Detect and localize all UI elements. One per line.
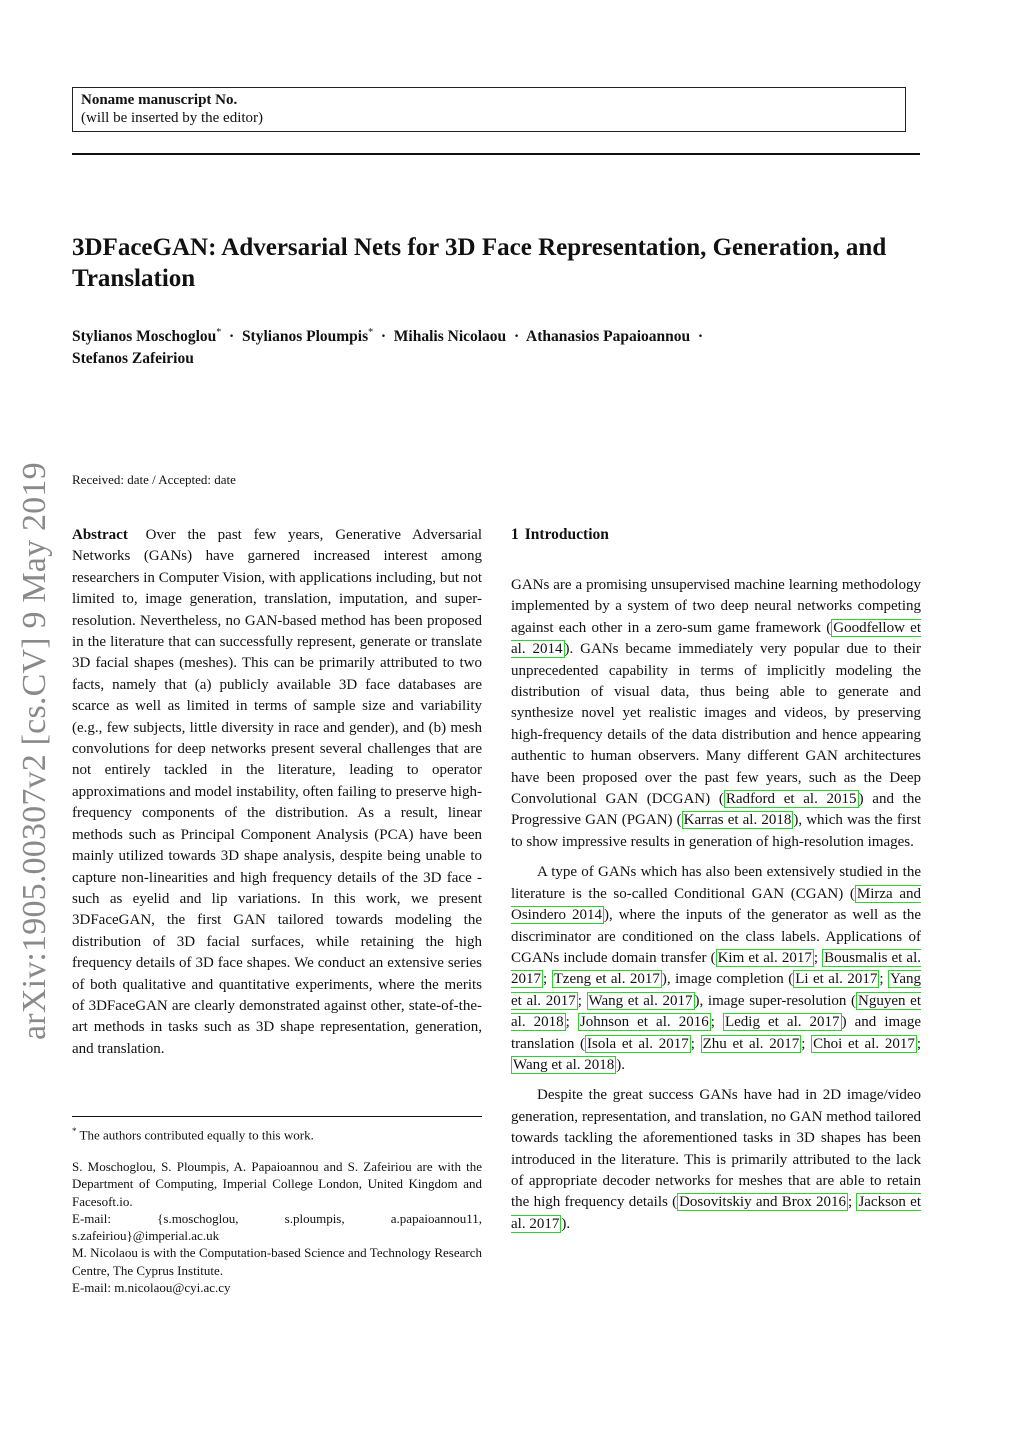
intro-text: Despite the great success GANs have had in 2D image/video generation, representation, and translation, no GAN method tailored towards tackling the aforementioned tasks in 3D shapes has been introduced in the literature. This is primarily attributed to the lack of appropriate decoder networks for meshes that are able to retain the high frequency details ( bbox=[511, 1087, 921, 1211]
citation-link[interactable]: Mirza and Osindero 2014 bbox=[511, 885, 922, 924]
introduction-body bbox=[511, 575, 921, 1244]
author-separator: · bbox=[221, 328, 242, 346]
intro-text: ; bbox=[690, 1035, 701, 1052]
intro-text: ; bbox=[801, 1035, 812, 1052]
affiliation-line: M. Nicolaou is with the Computation-based Science and Technology Research Centre, The Cyprus Institute. bbox=[72, 1245, 482, 1278]
affiliations bbox=[72, 1158, 482, 1296]
abstract-heading: Abstract bbox=[72, 527, 128, 543]
footnote-mark: * bbox=[72, 1126, 77, 1136]
author-equal-contribution-mark: * bbox=[216, 327, 222, 338]
author-separator: · bbox=[690, 328, 707, 346]
footnote bbox=[72, 1123, 482, 1143]
section-number: 1 bbox=[511, 526, 519, 543]
citation-link[interactable]: Wang et al. 2017 bbox=[588, 992, 693, 1009]
intro-text: ; bbox=[565, 1014, 578, 1031]
intro-text: ; bbox=[879, 971, 888, 988]
intro-paragraph bbox=[511, 1085, 921, 1235]
intro-text: ). bbox=[561, 1215, 571, 1232]
header-rule bbox=[72, 153, 920, 155]
author-name: Stylianos Moschoglou bbox=[72, 328, 217, 346]
intro-text: ; bbox=[543, 971, 552, 988]
citation-link[interactable]: Karras et al. 2018 bbox=[683, 812, 792, 829]
citation-link[interactable]: Isola et al. 2017 bbox=[587, 1035, 689, 1052]
author-list bbox=[72, 322, 712, 370]
manuscript-note: (will be inserted by the editor) bbox=[81, 110, 264, 126]
manuscript-header-box bbox=[72, 87, 906, 132]
intro-text: ; bbox=[848, 1194, 857, 1211]
intro-text: ), image super-resolution ( bbox=[694, 992, 857, 1009]
citation-link[interactable]: Dosovitskiy and Brox 2016 bbox=[679, 1194, 847, 1211]
author-name: Stylianos Ploumpis bbox=[241, 328, 369, 346]
affiliation-line: S. Moschoglou, S. Ploumpis, A. Papaioannou and S. Zafeiriou are with the Department of Computing, Imperial College London, United Kingdom and Facesoft.io. bbox=[72, 1159, 482, 1209]
intro-text: ; bbox=[710, 1014, 723, 1031]
intro-text: ) and image translation ( bbox=[511, 1014, 922, 1052]
citation-link[interactable]: Li et al. 2017 bbox=[795, 971, 878, 988]
footnote-text: The authors contributed equally to this work. bbox=[79, 1127, 314, 1143]
citation-link[interactable]: Jackson et al. 2017 bbox=[511, 1194, 921, 1232]
intro-paragraph bbox=[511, 862, 921, 1076]
author-equal-contribution-mark: * bbox=[368, 327, 374, 338]
intro-text: ; bbox=[577, 992, 587, 1009]
intro-text: ). GANs became immediately very popular due to their unprecedented capability in terms of implicitly modeling the distribution of visual data, thus being able to generate and synthesize novel yet realistic images and videos, by preserving high-frequency details of the data distribution and hence appearing authentic to human observers. Many different GAN architectures have been proposed over the past few years, such as the Deep Convolutional GAN (DCGAN) ( bbox=[511, 641, 921, 808]
intro-text: ), which was the first to show impressive results in generation of high-resolution images. bbox=[511, 812, 921, 850]
citation-link[interactable]: Tzeng et al. 2017 bbox=[553, 971, 660, 988]
intro-text: ) and the Progressive GAN (PGAN) ( bbox=[511, 791, 921, 829]
citation-link[interactable]: Yang et al. 2017 bbox=[511, 971, 921, 1009]
intro-text: GANs are a promising unsupervised machine learning methodology implemented by a system of two deep neural networks competing against each other in a zero-sum game framework ( bbox=[511, 577, 921, 636]
intro-text: ). bbox=[616, 1056, 626, 1073]
citation-link[interactable]: Wang et al. 2018 bbox=[513, 1056, 615, 1073]
citation-link[interactable]: Johnson et al. 2016 bbox=[579, 1014, 709, 1031]
affiliation-email: E-mail: m.nicolaou@cyi.ac.cy bbox=[72, 1280, 231, 1296]
abstract bbox=[72, 525, 482, 1060]
intro-text: ; bbox=[916, 1035, 921, 1052]
intro-text: A type of GANs which has also been extensively studied in the literature is the so-called Conditional GAN (CGAN) ( bbox=[511, 864, 921, 902]
intro-text: ; bbox=[813, 949, 823, 966]
intro-text: ), image completion ( bbox=[661, 971, 794, 988]
citation-link[interactable]: Bousmalis et al. 2017 bbox=[511, 949, 921, 988]
intro-text: ), where the inputs of the generator as well as the discriminator are conditioned on the class labels. Applications of CGANs include domain transfer ( bbox=[511, 907, 921, 966]
citation-link[interactable]: Choi et al. 2017 bbox=[813, 1035, 915, 1052]
citation-link[interactable]: Ledig et al. 2017 bbox=[724, 1014, 840, 1031]
intro-paragraph bbox=[511, 575, 921, 853]
author-name: Stefanos Zafeiriou bbox=[72, 350, 194, 368]
citation-link[interactable]: Zhu et al. 2017 bbox=[702, 1035, 800, 1052]
author-name: Athanasios Papaioannou bbox=[526, 328, 691, 346]
manuscript-title: Noname manuscript No. bbox=[81, 92, 238, 108]
author-separator: · bbox=[506, 328, 527, 346]
citation-link[interactable]: Nguyen et al. 2018 bbox=[511, 992, 921, 1031]
citation-link[interactable]: Kim et al. 2017 bbox=[717, 949, 812, 966]
arxiv-identifier[interactable]: arXiv:1905.00307v2 [cs.CV] 9 May 2019 bbox=[16, 462, 53, 1040]
received-date: Received: date / Accepted: date bbox=[72, 472, 236, 487]
citation-link[interactable]: Radford et al. 2015 bbox=[725, 791, 857, 808]
affiliation-email: E-mail: {s.moschoglou, s.ploumpis, a.papaioannou11, s.zafeiriou}@imperial.ac.uk bbox=[72, 1210, 482, 1244]
citation-link[interactable]: Goodfellow et al. 2014 bbox=[511, 619, 922, 658]
section-heading-introduction bbox=[511, 526, 609, 544]
abstract-text: Over the past few years, Generative Adversarial Networks (GANs) have garnered increased interest among researchers in Computer Vision, with applications including, but not limited to, image generation, translation, imputation, and super-resolution. Nevertheless, no GAN-based method has been proposed in the literature that can successfully represent, generate or translate 3D facial shapes (meshes). This can be primarily attributed to two facts, namely that (a) publicly available 3D face databases are scarce as well as limited in terms of sample size and variability (e.g., few subjects, little diversity in race and gender), and (b) mesh convolutions for deep networks present several challenges that are not entirely tackled in the literature, leading to operator approximations and model instability, often failing to preserve high-frequency components of the distribution. As a result, linear methods such as Principal Component Analysis (PCA) have been mainly utilized towards 3D shape analysis, despite being unable to capture non-linearities and high frequency details of the 3D face - such as eyelid and lip variations. In this work, we present 3DFaceGAN, the first GAN tailored towards modeling the distribution of 3D facial surfaces, while retaining the high frequency details of 3D face shapes. We conduct an extensive series of both qualitative and quantitative experiments, where the merits of 3DFaceGAN are clearly demonstrated against other, state-of-the-art methods in tasks such as 3D shape representation, generation, and translation. bbox=[72, 527, 482, 1057]
paper-title: 3DFaceGAN: Adversarial Nets for 3D Face Representation, Generation, and Translation bbox=[72, 234, 887, 292]
author-name: Mihalis Nicolaou bbox=[393, 328, 507, 346]
author-separator: · bbox=[373, 328, 394, 346]
footnote-rule bbox=[72, 1116, 482, 1117]
section-title: Introduction bbox=[524, 526, 609, 543]
